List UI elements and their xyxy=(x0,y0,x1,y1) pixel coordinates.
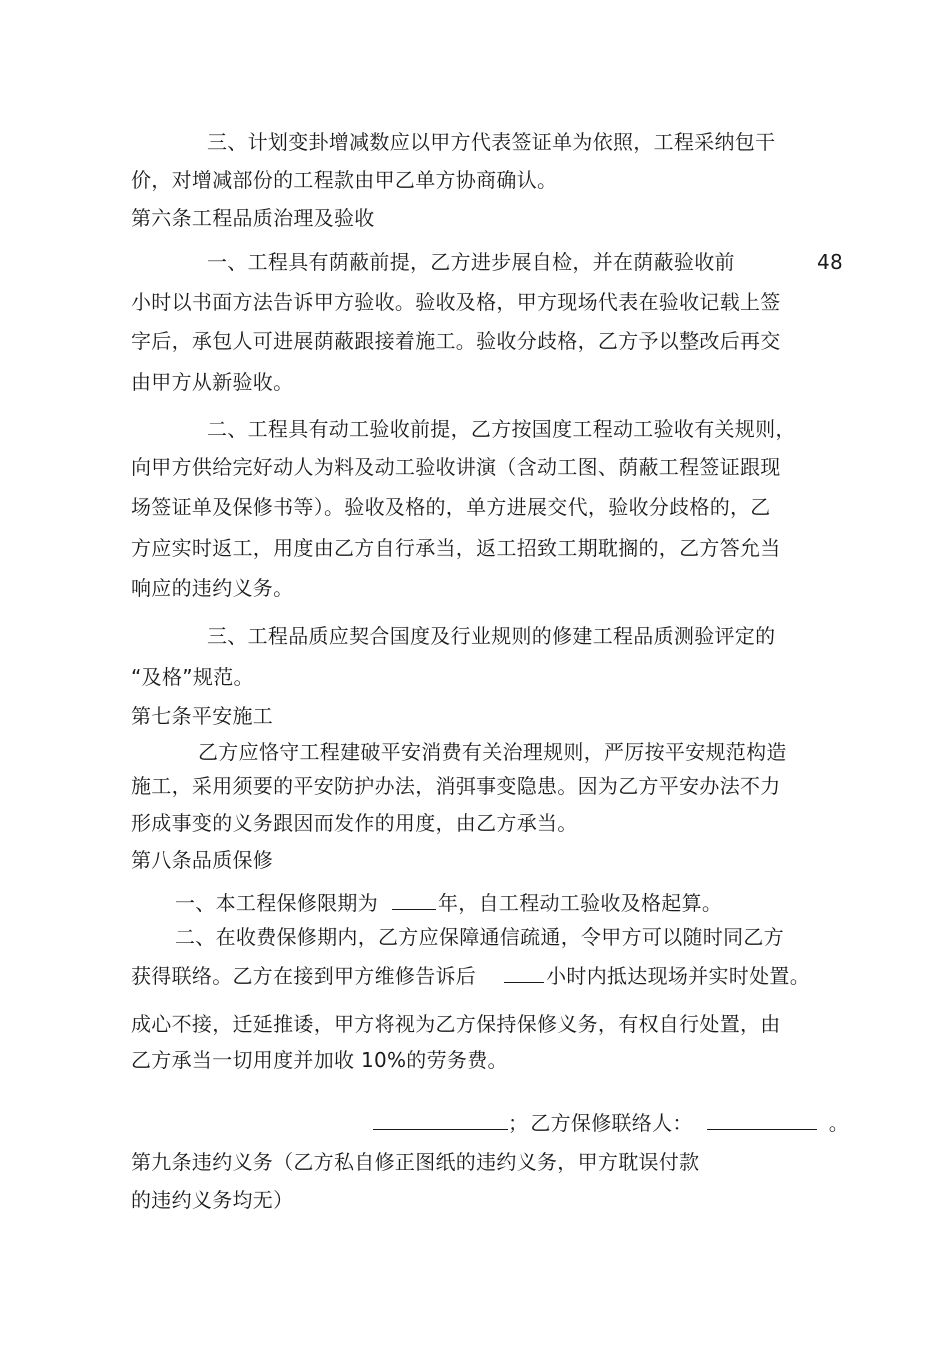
para-line: 方应实时返工，用度由乙方自行承当，返工招致工期耽搁的，乙方答允当 xyxy=(131,536,781,560)
para-line: 向甲方供给完好动人为料及动工验收讲演（含动工图、荫蔽工程签证跟现 xyxy=(131,455,781,479)
para-line: “及格”规范。 xyxy=(131,665,254,689)
article-7-title: 第七条平安施工 xyxy=(131,704,274,728)
para-line: 形成事变的义务跟因而发作的用度，由乙方承当。 xyxy=(131,811,578,835)
article-9-title: 第九条违约义务（乙方私自修正图纸的违约义务，甲方耽误付款 xyxy=(131,1150,700,1174)
para-line: 的违约义务均无） xyxy=(131,1188,294,1212)
contact-person-blank[interactable] xyxy=(707,1111,817,1130)
para-text: 一、本工程保修限期为 xyxy=(175,891,378,915)
hours-value: 48 xyxy=(817,250,844,274)
para-line: 施工，采用须要的平安防护办法，消弭事变隐患。因为乙方平安办法不力 xyxy=(131,774,781,798)
contact-line xyxy=(373,1111,849,1133)
para-line: 由甲方从新验收。 xyxy=(131,370,294,394)
para-text: 小时内抵达现场并实时处置。 xyxy=(546,964,811,988)
response-time-line xyxy=(131,964,810,986)
contact-label: 乙方保修联络人： xyxy=(530,1111,693,1135)
response-hours-blank[interactable] xyxy=(504,964,544,983)
article-6-title: 第六条工程品质治理及验收 xyxy=(131,206,375,230)
article-8-title: 第八条品质保修 xyxy=(131,848,274,872)
para-text: 年，自工程动工验收及格起算。 xyxy=(438,891,723,915)
para-line: 三、计划变卦增减数应以甲方代表签证单为依照，工程采纳包干 xyxy=(207,130,776,154)
para-line: 一、工程具有荫蔽前提，乙方进步展自检，并在荫蔽验收前 xyxy=(207,250,735,274)
para-line: 响应的违约义务。 xyxy=(131,576,294,600)
contact-phone-blank[interactable] xyxy=(373,1111,508,1130)
para-line: 成心不接，迁延推诿，甲方将视为乙方保持保修义务，有权自行处置，由 xyxy=(131,1012,781,1036)
para-line: 二、在收费保修期内，乙方应保障通信疏通，令甲方可以随时同乙方 xyxy=(175,925,784,949)
para-text: 获得联络。乙方在接到甲方维修告诉后 xyxy=(131,964,477,988)
para-line: 乙方承当一切用度并加收 10%的劳务费。 xyxy=(131,1048,508,1072)
para-line: 价，对增减部份的工程款由甲乙单方协商确认。 xyxy=(131,168,558,192)
para-line: 字后，承包人可进展荫蔽跟接着施工。验收分歧格，乙方予以整改后再交 xyxy=(131,329,781,353)
para-line: 二、工程具有动工验收前提，乙方按国度工程动工验收有关规则， xyxy=(207,417,796,441)
para-line: 场签证单及保修书等）。验收及格的，单方进展交代，验收分歧格的，乙 xyxy=(131,495,771,519)
warranty-years-blank[interactable] xyxy=(392,891,436,910)
end-mark: 。 xyxy=(828,1111,850,1135)
separator: ； xyxy=(508,1111,529,1135)
warranty-period-line xyxy=(175,891,722,913)
para-line: 小时以书面方法告诉甲方验收。验收及格，甲方现场代表在验收记载上签 xyxy=(131,290,781,314)
para-line: 乙方应恪守工程建破平安消费有关治理规则，严厉按平安规范构造 xyxy=(198,740,787,764)
para-line: 三、工程品质应契合国度及行业规则的修建工程品质测验评定的 xyxy=(207,624,776,648)
